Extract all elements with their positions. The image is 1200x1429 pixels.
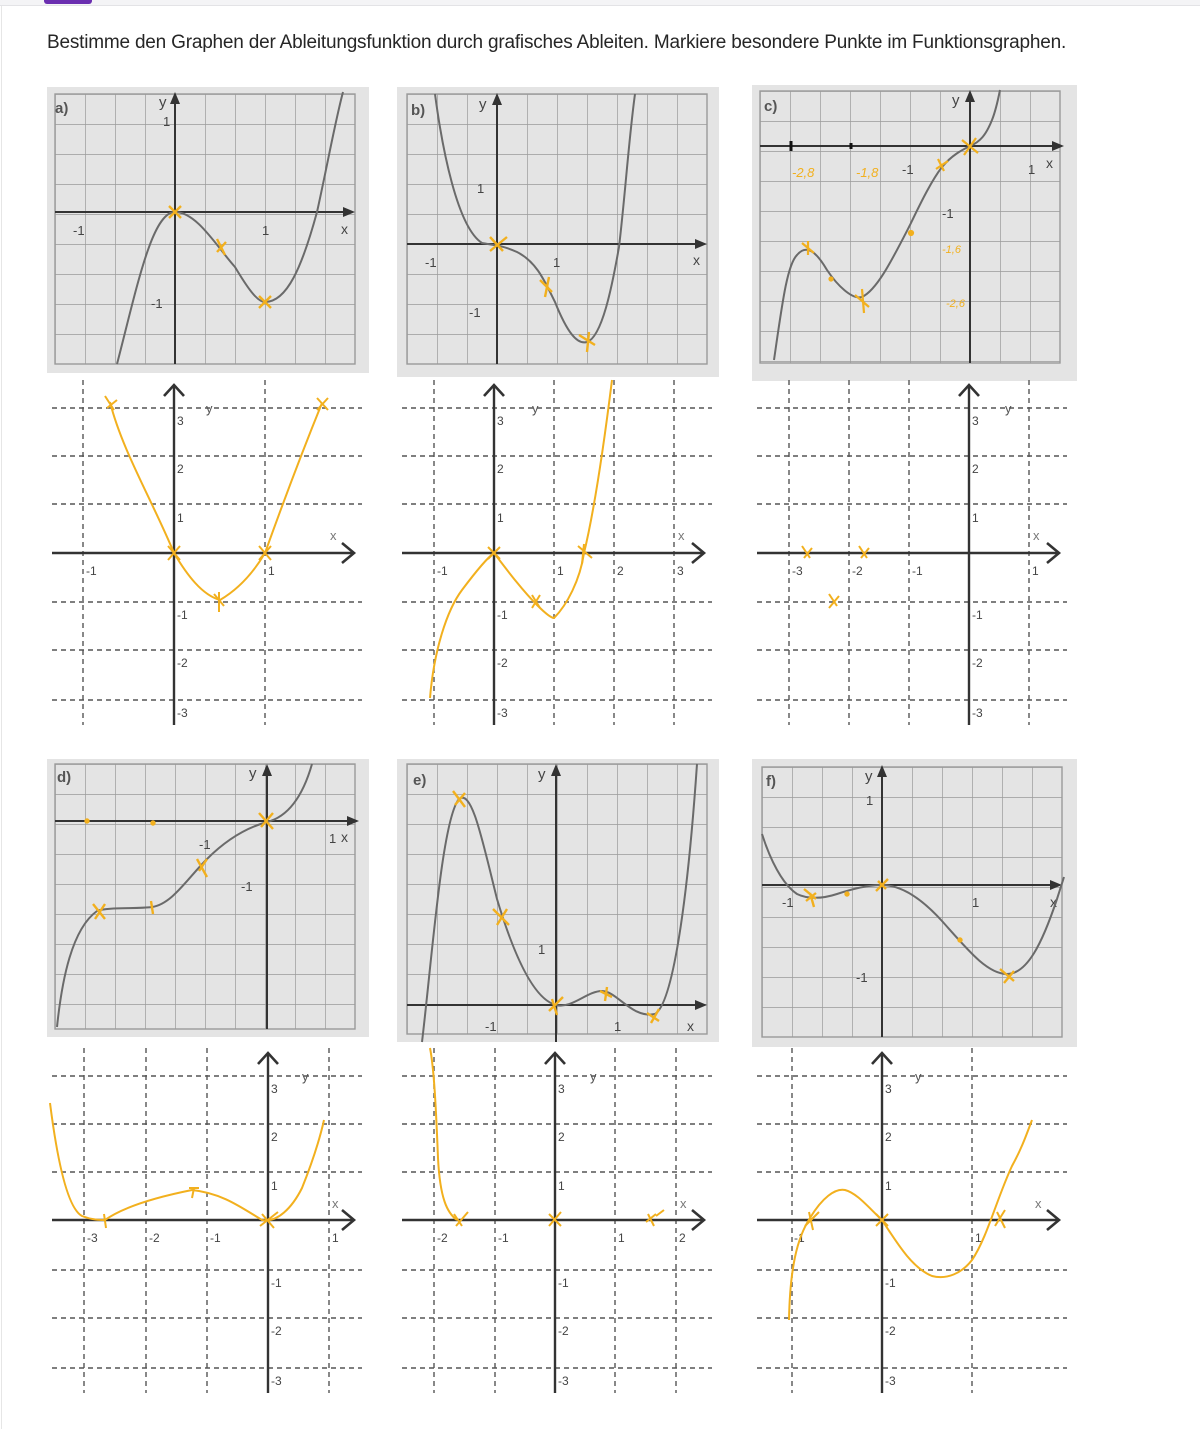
- y-axis-label: y: [249, 765, 257, 782]
- task-instruction: Bestimme den Graphen der Ableitungsfunktion durch grafisches Ableiten. Markiere besondere Punkte im Funktionsgraphen.: [47, 32, 1067, 53]
- y-axis-label: y: [1005, 401, 1012, 416]
- derivative-graph-b: [402, 380, 712, 725]
- x-axis-label: x: [1046, 155, 1053, 171]
- x-tick-label: 1: [614, 1019, 622, 1034]
- x-tick-label: 1: [268, 564, 275, 578]
- y-axis-label: y: [532, 401, 539, 416]
- y-tick-label: -1: [558, 1276, 569, 1290]
- x-tick-label: 1: [1028, 162, 1036, 177]
- x-tick-label: -1: [794, 1231, 805, 1245]
- x-tick-label: 1: [332, 1231, 339, 1245]
- panel-label: b): [411, 102, 426, 119]
- x-tick-label: -2: [437, 1231, 448, 1245]
- derivative-graph-a: [52, 380, 362, 725]
- y-tick-label: -1: [856, 970, 868, 985]
- y-axis-label: y: [479, 96, 487, 113]
- x-tick-label: 1: [329, 831, 337, 846]
- y-tick-label: -3: [497, 706, 508, 720]
- y-axis-label: y: [302, 1069, 309, 1084]
- y-tick-label: 3: [271, 1082, 278, 1096]
- y-tick-label: 2: [271, 1130, 278, 1144]
- y-tick-label: 1: [885, 1179, 892, 1193]
- y-tick-label: -2: [271, 1324, 282, 1338]
- y-tick-label: -1: [469, 305, 481, 320]
- marker-crosses: [454, 1210, 664, 1226]
- x-tick-label: 3: [677, 564, 684, 578]
- y-tick-label: -2: [497, 656, 508, 670]
- x-tick-label: 2: [679, 1231, 686, 1245]
- derivative-curve: [110, 402, 322, 600]
- derivative-graph-f: [757, 1048, 1067, 1393]
- x-tick-label: -1: [73, 223, 85, 238]
- y-tick-label: 3: [177, 414, 184, 428]
- y-tick-label: -3: [271, 1374, 282, 1388]
- y-axis-label: y: [206, 401, 213, 416]
- graph-panel-d: [47, 759, 369, 1037]
- y-tick-label: 1: [866, 793, 874, 808]
- derivative-graph-d: [52, 1048, 362, 1393]
- y-tick-label: -2: [972, 656, 983, 670]
- derivative-grid-e: [402, 1048, 712, 1393]
- x-axis-label: x: [678, 528, 685, 543]
- x-tick-label: 1: [553, 255, 561, 270]
- x-axis-label: x: [341, 221, 348, 237]
- function-graph-b: [397, 87, 719, 377]
- x-tick-label: -3: [792, 564, 803, 578]
- y-tick-label: 2: [497, 462, 504, 476]
- y-axis-label: y: [952, 92, 960, 109]
- x-tick-label: -1: [485, 1019, 497, 1034]
- derivative-grid-c: [757, 380, 1067, 725]
- x-tick-label: 1: [972, 895, 980, 910]
- x-tick-label: -2: [852, 564, 863, 578]
- x-axis-label: x: [687, 1018, 694, 1034]
- y-tick-label: 1: [271, 1179, 278, 1193]
- y-tick-label: -1: [497, 608, 508, 622]
- x-axis-label: x: [332, 1196, 339, 1211]
- function-graph-d: [47, 759, 369, 1037]
- x-axis-label: x: [1033, 528, 1040, 543]
- graph-panel-b: [397, 87, 719, 377]
- x-axis-label: x: [1035, 1196, 1042, 1211]
- function-graph-f: [752, 759, 1077, 1047]
- y-tick-label: 2: [558, 1130, 565, 1144]
- y-tick-label: -3: [972, 706, 983, 720]
- x-tick-label: -1: [425, 255, 437, 270]
- x-tick-label: 1: [262, 223, 270, 238]
- x-tick-label: 2: [617, 564, 624, 578]
- y-tick-label: -3: [558, 1374, 569, 1388]
- graph-panel-e: [397, 759, 719, 1042]
- y-tick-label: 1: [177, 511, 184, 525]
- y-axis-label: y: [590, 1069, 597, 1084]
- x-tick-label: -1: [782, 895, 794, 910]
- y-tick-label: -2: [885, 1324, 896, 1338]
- y-tick-label: -2: [558, 1324, 569, 1338]
- y-tick-label: -2: [177, 656, 188, 670]
- y-tick-label: -1: [271, 1276, 282, 1290]
- graph-panel-f: [752, 759, 1077, 1047]
- x-axis-label: x: [341, 829, 348, 845]
- graph-panel-a: [47, 87, 369, 373]
- panel-label: f): [766, 773, 776, 790]
- derivative-grid-a: [52, 380, 362, 725]
- y-tick-label: 3: [972, 414, 979, 428]
- y-tick-label: 1: [163, 114, 171, 129]
- derivative-graph-c: [757, 380, 1067, 725]
- annotation: -1,8: [856, 165, 879, 180]
- y-tick-label: 1: [558, 1179, 565, 1193]
- x-tick-label: -1: [912, 564, 923, 578]
- y-tick-label: 2: [972, 462, 979, 476]
- panel-label: a): [55, 100, 69, 117]
- derivative-grid-d: [52, 1048, 362, 1393]
- y-tick-label: 1: [497, 511, 504, 525]
- x-tick-label: 1: [557, 564, 564, 578]
- annotation: -2,6: [946, 298, 965, 310]
- y-tick-label: -1: [885, 1276, 896, 1290]
- y-tick-label: 3: [497, 414, 504, 428]
- annotation: -1,6: [942, 244, 961, 256]
- derivative-grid-b: [402, 380, 712, 725]
- function-graph-e: [397, 759, 719, 1042]
- derivative-curve: [50, 1103, 324, 1220]
- x-tick-label: -3: [87, 1231, 98, 1245]
- function-graph-c: [752, 85, 1077, 381]
- y-axis-label: y: [865, 768, 873, 785]
- active-tab-indicator: [44, 0, 92, 4]
- y-axis-label: y: [915, 1069, 922, 1084]
- x-tick-label: -1: [902, 162, 914, 177]
- y-axis-label: y: [159, 94, 167, 111]
- y-tick-label: 3: [558, 1082, 565, 1096]
- x-tick-label: -1: [210, 1231, 221, 1245]
- y-tick-label: 3: [885, 1082, 892, 1096]
- x-tick-label: 1: [618, 1231, 625, 1245]
- derivative-grid-f: [757, 1048, 1067, 1393]
- y-tick-label: -3: [885, 1374, 896, 1388]
- y-tick-label: 1: [477, 181, 485, 196]
- x-tick-label: -2: [149, 1231, 160, 1245]
- y-tick-label: -1: [241, 879, 253, 894]
- y-tick-label: -1: [151, 296, 163, 311]
- graph-panel-c: [752, 85, 1077, 381]
- annotation: -2,8: [792, 165, 815, 180]
- x-tick-label: -1: [437, 564, 448, 578]
- y-tick-label: 2: [177, 462, 184, 476]
- x-tick-label: -1: [199, 837, 211, 852]
- y-tick-label: -1: [972, 608, 983, 622]
- x-tick-label: -1: [86, 564, 97, 578]
- panel-label: e): [413, 772, 427, 789]
- function-graph-a: [47, 87, 369, 373]
- x-tick-label: 1: [975, 1231, 982, 1245]
- x-axis-label: x: [1050, 894, 1057, 910]
- panel-label: d): [57, 769, 72, 786]
- x-axis-label: x: [680, 1196, 687, 1211]
- y-tick-label: -1: [942, 206, 954, 221]
- y-tick-label: 1: [972, 511, 979, 525]
- y-tick-label: -3: [177, 706, 188, 720]
- y-axis-label: y: [538, 766, 546, 783]
- x-axis-label: x: [693, 252, 700, 268]
- y-tick-label: -1: [177, 608, 188, 622]
- x-tick-label: -1: [498, 1231, 509, 1245]
- x-tick-label: 1: [1032, 564, 1039, 578]
- y-tick-label: 2: [885, 1130, 892, 1144]
- panel-label: c): [764, 98, 778, 115]
- y-tick-label: 1: [538, 942, 546, 957]
- x-axis-label: x: [330, 528, 337, 543]
- derivative-graph-e: [402, 1048, 712, 1393]
